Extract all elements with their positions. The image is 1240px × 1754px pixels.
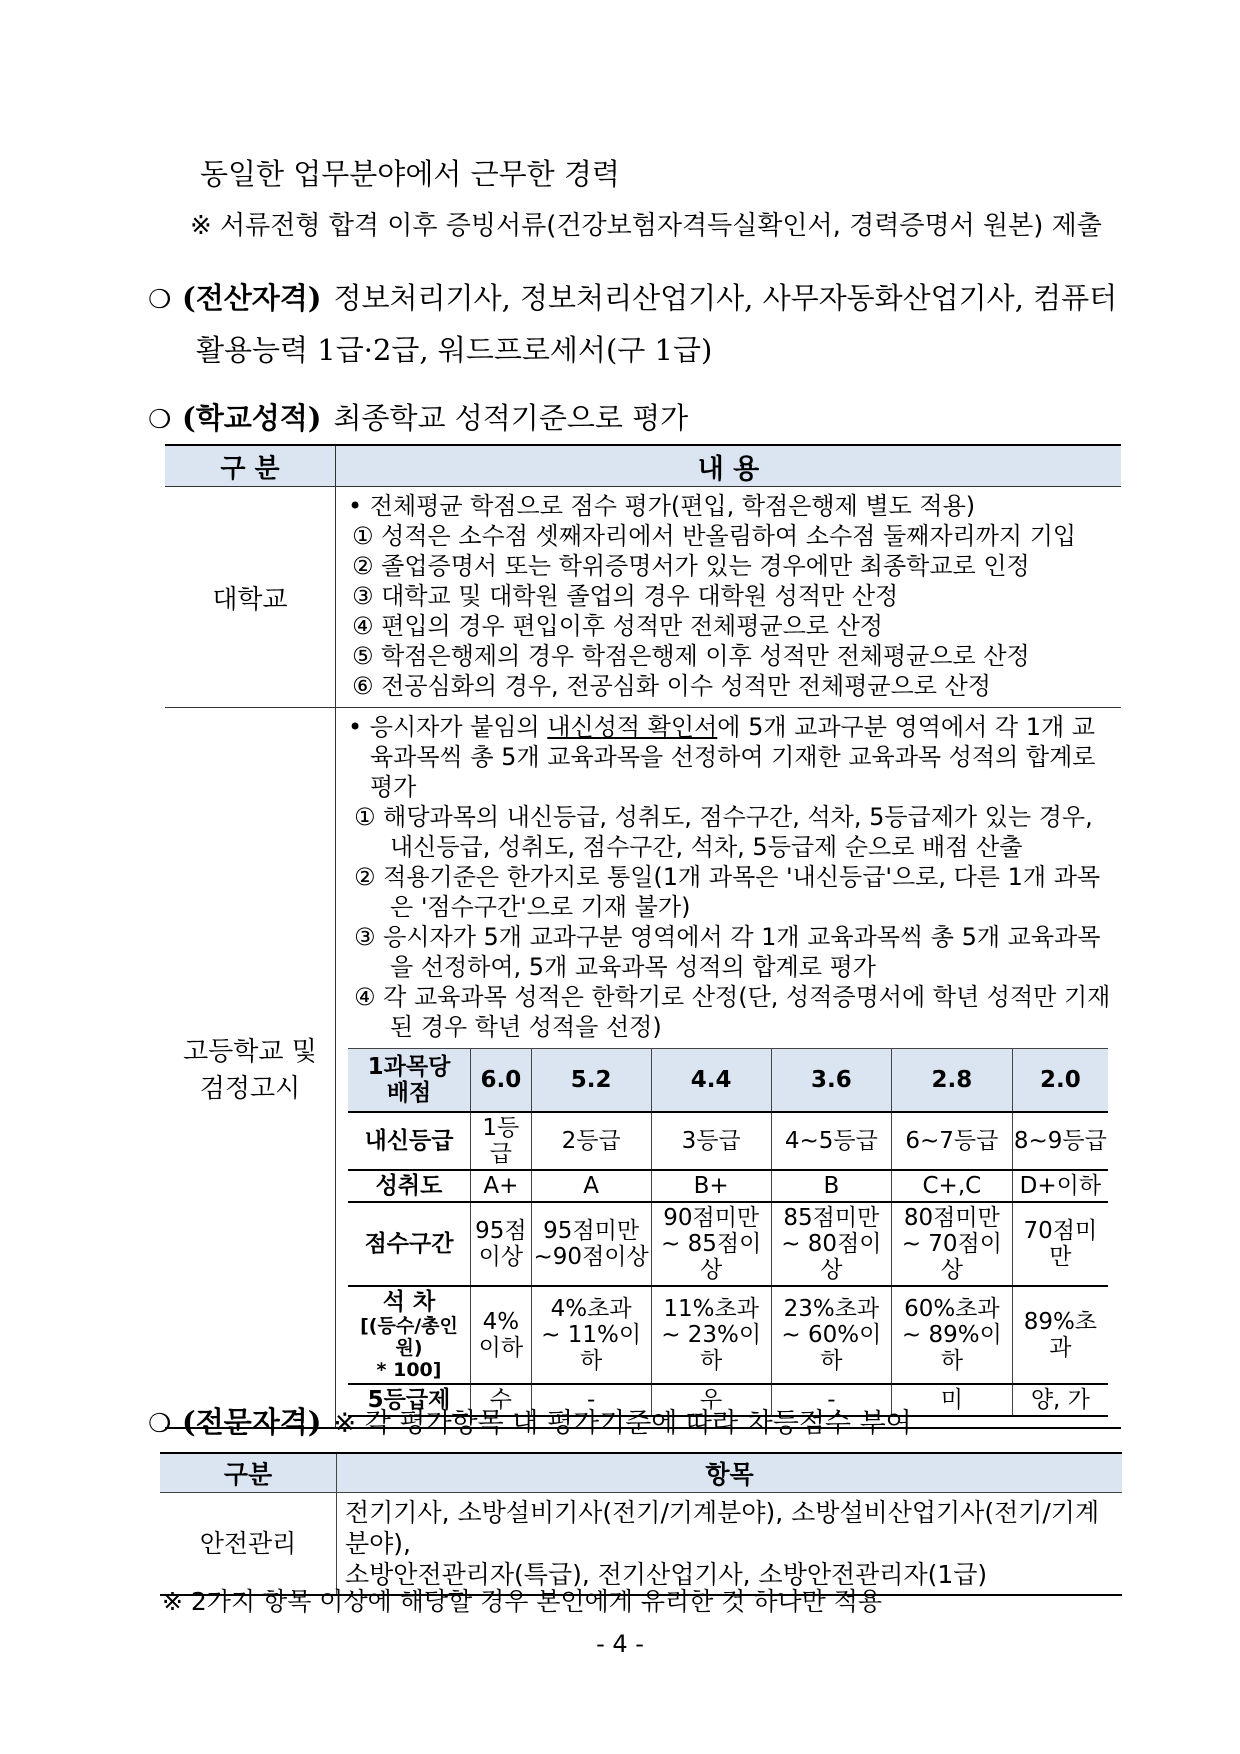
score-cell: 6.0 [471,1049,532,1113]
table-cell [891,1202,1012,1286]
table-cell [471,1286,532,1384]
section-computer [148,276,1117,317]
header-category: 구 분 [165,445,336,487]
table-cell: 6~7등급 [891,1112,1012,1170]
table-cell: 3등급 [651,1112,771,1170]
table-cell: B+ [651,1170,771,1202]
table-cell: 미 [891,1384,1012,1416]
submission-note: ※ 서류전형 합격 이후 증빙서류(건강보험자격득실확인서, 경력증명서 원본) 제출 [190,211,1102,241]
row-label-university: 대학교 [165,487,336,708]
section-heading: (학교성적) [182,401,322,435]
cell-line: 95점미만 [543,1218,640,1244]
table-cell: - [771,1384,891,1416]
cell-line: ~90점이상 [533,1244,649,1270]
list-item: ⑤ 학점은행제의 경우 학점은행제 이후 성적만 전체평균으로 산정 [352,642,1030,670]
table-cell: 8~9등급 [1012,1112,1108,1170]
row-label: 내신등급 [348,1112,471,1170]
score-cell: 2.0 [1012,1049,1108,1113]
cell-line: 90점미만 [663,1205,760,1231]
section-pro [148,1400,912,1441]
table-cell: 양, 가 [1012,1384,1108,1416]
section-text: 최종학교 성적기준으로 평가 [333,401,689,435]
row-label: 성취도 [348,1170,471,1202]
section-bullet-icon: ❍ [148,405,172,435]
bullet-text: 에 5개 교과구분 영역에서 각 1개 교육과목씩 총 5개 교육과목을 선정하여 기재한 교육과목 성적의 합계로 평가 [370,713,1096,801]
table-cell [531,1202,651,1286]
list-item: ② 졸업증명서 또는 학위증명서가 있는 경우에만 최종학교로 인정 [352,552,1030,580]
page-number: - 4 - [596,1630,644,1658]
score-cell: 2.8 [891,1049,1012,1113]
section-bullet-icon: ❍ [148,1409,172,1439]
table-row [160,1453,1122,1493]
cell-line: 이하 [478,1335,524,1361]
cell-line: 89%초과 [1023,1309,1098,1361]
list-item: • 전체평균 학점으로 점수 평가(편입, 학점은행제 별도 적용) [348,492,976,520]
table-row [348,1170,1108,1202]
label-line: 배점 [386,1080,432,1106]
table-row [348,1286,1108,1384]
row-content-university [336,487,1122,708]
cell-line: ~ 60%이하 [781,1322,882,1374]
cell-line: 70점미만 [1023,1218,1098,1270]
row-label-line: 고등학교 및 [183,1036,317,1067]
label-line: [(등수/총인원) [360,1315,458,1359]
cell-line: 11%초과 [663,1296,759,1322]
section-heading: (전문자격) [182,1405,322,1439]
header-content: 내 용 [336,445,1122,487]
table-cell [651,1202,771,1286]
row-content-highschool [336,708,1122,1429]
footer-note: ※ 2가지 항목 이상에 해당할 경우 본인에게 유리한 것 하나만 적용 [162,1587,883,1616]
cell-line: 4% [482,1309,520,1335]
table-cell [771,1202,891,1286]
cell-line: 60%초과 [904,1296,1000,1322]
table-row [348,1202,1108,1286]
table-cell: - [531,1384,651,1416]
list-item: ① 해당과목의 내신등급, 성취도, 점수구간, 석차, 5등급제가 있는 경우, 내신등급, 성취도, 점수구간, 석차, 5등급제 순으로 배점 산출 [354,803,1093,861]
table-cell [1012,1286,1108,1384]
table-cell: 우 [651,1384,771,1416]
row-label-line: 검정고시 [199,1073,301,1104]
row-label [348,1286,471,1384]
table-cell [651,1286,771,1384]
label-line: 석 차 [382,1289,436,1315]
table-row [165,708,1121,1429]
section-school [148,396,688,437]
cell-line: 4%초과 [550,1296,632,1322]
table-cell: A [531,1170,651,1202]
cell-line: 이상 [478,1244,524,1270]
score-label [348,1049,471,1113]
header-item: 항목 [337,1453,1123,1493]
bullet-text: • 응시자가 붙임의 [348,713,548,741]
cell-line: ~ 80점이상 [781,1231,882,1283]
section-heading: (전산자격) [182,281,322,315]
list-item [348,712,1113,802]
table-cell [771,1286,891,1384]
section-text: ※ 각 평가항목 내 평가기준에 따라 차등점수 부여 [333,1408,912,1439]
row-label: 5등급제 [348,1384,471,1416]
list-item: ② 적용기준은 한가지로 통일(1개 과목은 '내신등급'으로, 다른 1개 과목은 '점수구간'으로 기재 불가) [354,863,1101,921]
table-cell: A+ [471,1170,532,1202]
table-cell: 4~5등급 [771,1112,891,1170]
table-cell [1012,1202,1108,1286]
cell-line: ~ 89%이하 [901,1322,1002,1374]
list-item: ⑥ 전공심화의 경우, 전공심화 이수 성적만 전체평균으로 산정 [352,672,991,700]
cell-line: 95점 [475,1218,527,1244]
table-cell: 수 [471,1384,532,1416]
table-cell: D+이하 [1012,1170,1108,1202]
school-grade-table [165,444,1121,1429]
section-text: 정보처리기사, 정보처리산업기사, 사무자동화산업기사, 컴퓨터 [333,281,1118,315]
cell-line: 23%초과 [783,1296,880,1322]
section-computer-cont: 활용능력 1급·2급, 워드프로세서(구 1급) [196,333,713,367]
table-row [165,487,1121,708]
table-cell: C+,C [891,1170,1012,1202]
cell-line: ~ 23%이하 [661,1322,762,1374]
list-item: ④ 편입의 경우 편입이후 성적만 전체평균으로 산정 [352,612,883,640]
table-row [160,1493,1122,1596]
row-line: 전기기사, 소방설비기사(전기/기계분야), 소방설비산업기사(전기/기계분야), [345,1498,1100,1558]
list-item: ④ 각 교육과목 성적은 한학기로 산정(단, 성적증명서에 학년 성적만 기재된 경우 학년 성적을 선정) [354,983,1111,1041]
score-cell: 5.2 [531,1049,651,1113]
row-label-highschool [165,708,336,1429]
header-category: 구분 [160,1453,337,1493]
table-cell [891,1286,1012,1384]
label-line: 1과목당 [367,1054,451,1080]
row-line: 소방안전관리자(특급), 전기산업기사, 소방안전관리자(1급) [345,1560,988,1589]
career-text: 동일한 업무분야에서 근무한 경력 [200,157,620,191]
score-cell: 4.4 [651,1049,771,1113]
list-item: ③ 응시자가 5개 교과구분 영역에서 각 1개 교육과목씩 총 5개 교육과목을 선정하여, 5개 교육과목 성적의 합계로 평가 [354,923,1101,981]
table-cell: 1등급 [471,1112,532,1170]
grade-score-table [348,1048,1108,1417]
table-row [348,1112,1108,1170]
cell-line: ~ 85점이상 [661,1231,762,1283]
section-bullet-icon: ❍ [148,285,172,315]
label-line: * 100] [376,1359,442,1381]
table-cell: 2등급 [531,1112,651,1170]
table-cell [531,1286,651,1384]
table-row [348,1049,1108,1113]
table-cell [471,1202,532,1286]
cell-line: 80점미만 [903,1205,1000,1231]
table-cell: B [771,1170,891,1202]
cell-line: 85점미만 [783,1205,880,1231]
list-item: ③ 대학교 및 대학원 졸업의 경우 대학원 성적만 산정 [352,582,899,610]
underlined-text: 내신성적 확인서 [547,713,718,741]
cell-line: ~ 70점이상 [901,1231,1002,1283]
professional-license-table [160,1452,1122,1596]
list-item: ① 성적은 소수점 셋째자리에서 반올림하여 소수점 둘째자리까지 기입 [352,522,1077,550]
row-label-safety: 안전관리 [160,1493,337,1596]
score-cell: 3.6 [771,1049,891,1113]
row-label: 점수구간 [348,1202,471,1286]
cell-line: ~ 11%이하 [541,1322,642,1374]
row-content-safety [337,1493,1123,1596]
